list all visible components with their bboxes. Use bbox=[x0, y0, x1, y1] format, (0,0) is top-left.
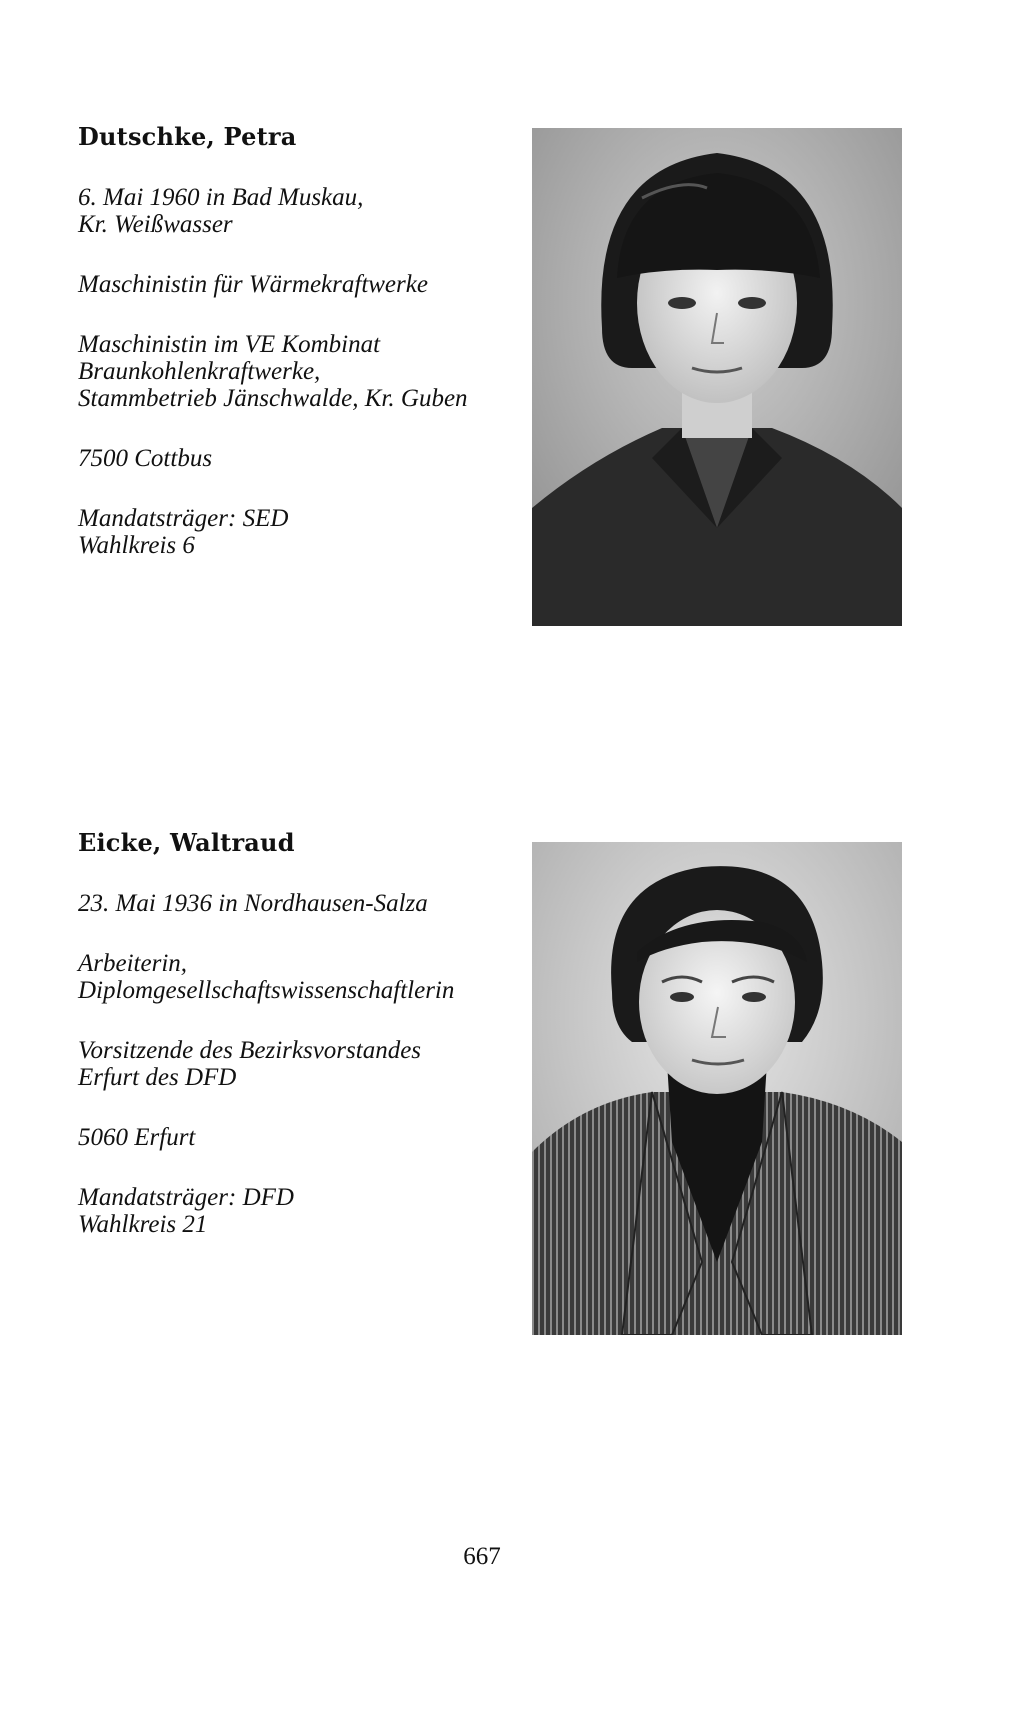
portrait-photo bbox=[532, 842, 902, 1335]
person-name: Dutschke, Petra bbox=[78, 122, 297, 151]
text-line: 6. Mai 1960 in Bad Muskau, bbox=[78, 184, 364, 211]
text-line: Mandatsträger: DFD bbox=[78, 1184, 294, 1211]
text-line: Arbeiterin, bbox=[78, 950, 188, 977]
biography-entry bbox=[78, 122, 498, 592]
mandate-info bbox=[78, 505, 498, 559]
text-line: Mandatsträger: SED bbox=[78, 505, 289, 532]
text-line: 5060 Erfurt bbox=[78, 1124, 196, 1151]
text-line: 23. Mai 1936 in Nordhausen-Salza bbox=[78, 890, 428, 917]
page-number: 667 bbox=[463, 1543, 501, 1570]
text-line: Wahlkreis 6 bbox=[78, 532, 195, 559]
birth-info bbox=[78, 890, 498, 917]
text-line: Maschinistin für Wärmekraftwerke bbox=[78, 271, 428, 298]
address-info bbox=[78, 445, 498, 472]
text-line: Diplomgesellschaftswissenschaftlerin bbox=[78, 977, 455, 1004]
person-name: Eicke, Waltraud bbox=[78, 828, 295, 857]
mandate-info bbox=[78, 1184, 498, 1238]
text-line: Braunkohlenkraftwerke, bbox=[78, 358, 321, 385]
text-line: Vorsitzende des Bezirksvorstandes bbox=[78, 1037, 422, 1064]
position-info bbox=[78, 331, 498, 412]
address-info bbox=[78, 1124, 498, 1151]
birth-info bbox=[78, 184, 498, 238]
text-line: 7500 Cottbus bbox=[78, 445, 213, 472]
text-line: Kr. Weißwasser bbox=[78, 211, 233, 238]
text-line: Erfurt des DFD bbox=[78, 1064, 237, 1091]
training-info bbox=[78, 950, 498, 1004]
position-info bbox=[78, 1037, 498, 1091]
text-line: Wahlkreis 21 bbox=[78, 1211, 208, 1238]
portrait-photo bbox=[532, 128, 902, 626]
text-line: Stammbetrieb Jänschwalde, Kr. Guben bbox=[78, 385, 468, 412]
training-info bbox=[78, 271, 498, 298]
biography-entry bbox=[78, 828, 498, 1271]
text-line: Maschinistin im VE Kombinat bbox=[78, 331, 381, 358]
